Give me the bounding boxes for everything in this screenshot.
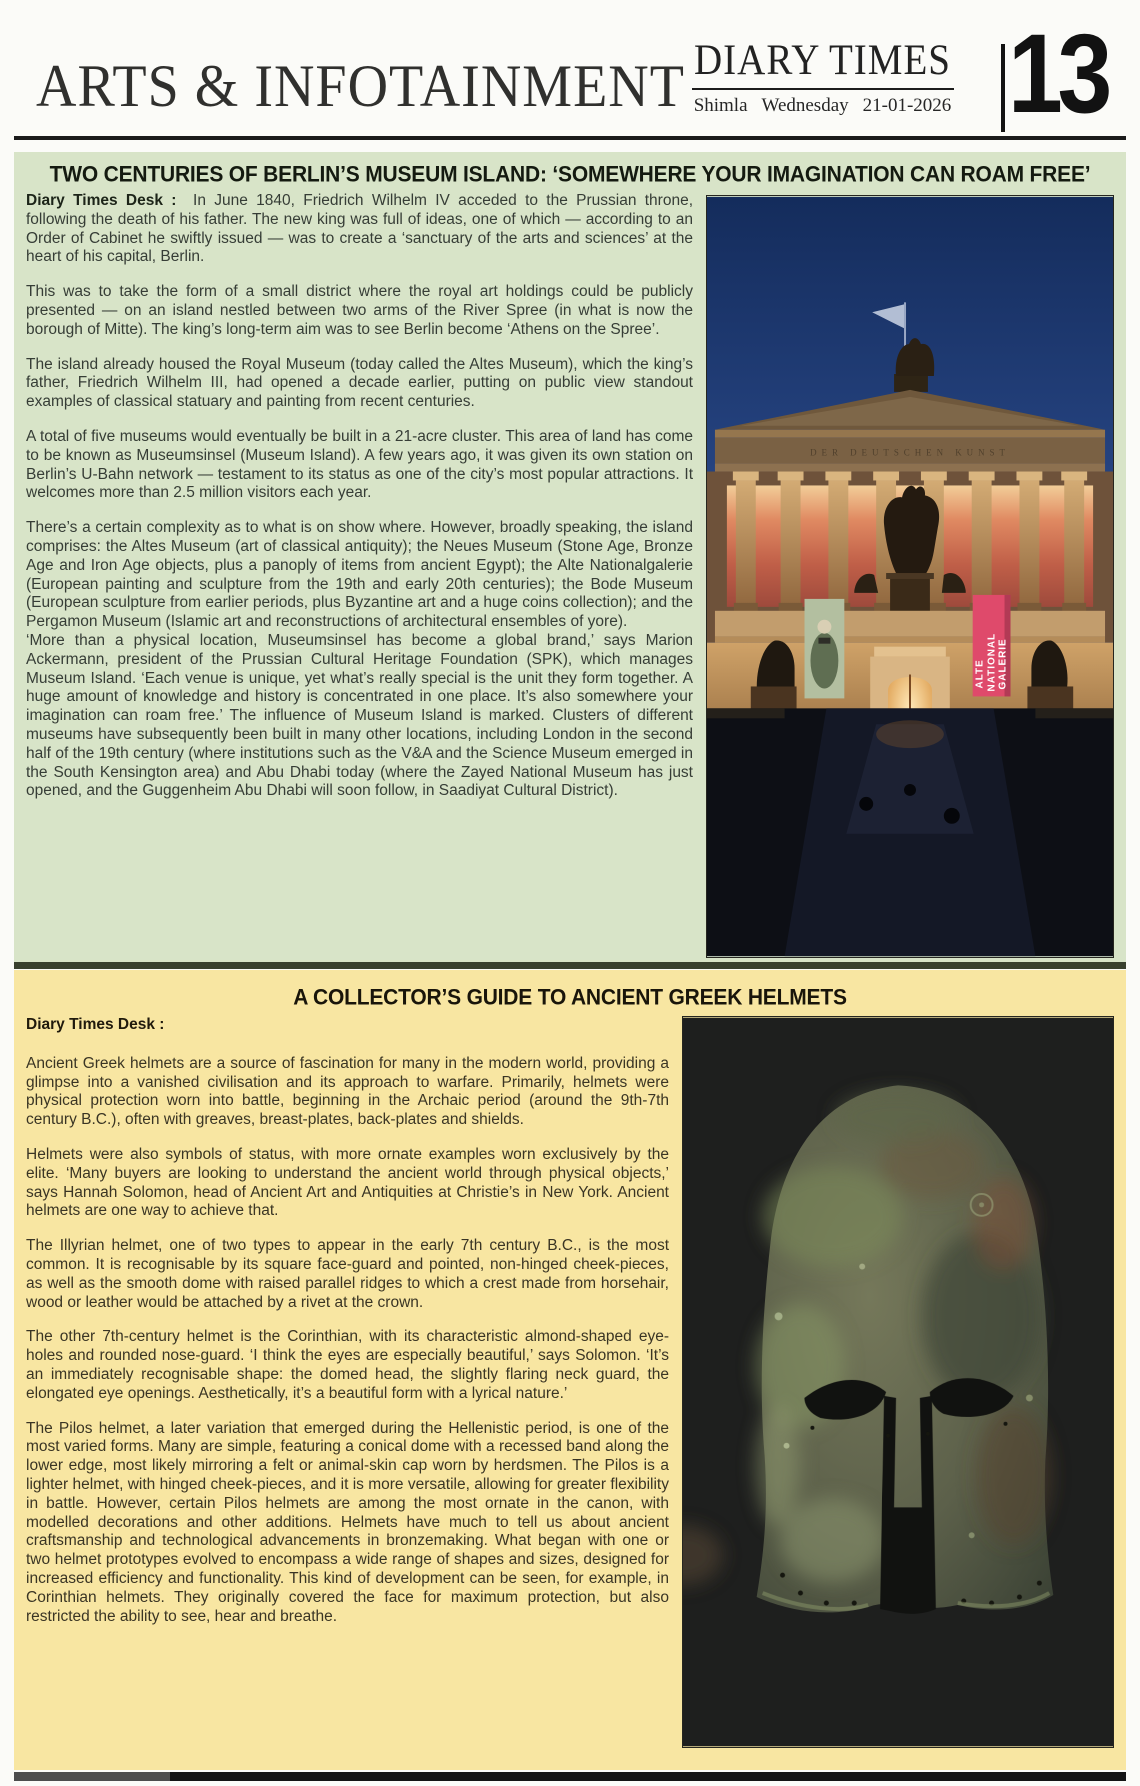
- article2-paragraph: The Illyrian helmet, one of two types to appear in the early 7th century B.C., is the most common. It is recognisable by its square face-guard and pointed, non-hinged cheek-pieces, as well as the smooth dome with raised parallel ridges to which a crest made from horsehair, wood or leather would be attached by a rivet at the crown.: [26, 1237, 669, 1311]
- header-divider-bar: [1001, 44, 1005, 132]
- footer-rule: [14, 1772, 1126, 1781]
- header-rule: [14, 136, 1126, 140]
- article1-paragraph: There’s a certain complexity as to what is on show where. However, broadly speaking, the island comprises: the Altes Museum (art of classical antiquity); the Neues Museum (Stone Age, Bronze Age and Iron Age objects, plus a panoply of items from ancient Egypt); the Alte Nationalgalerie (European painting and sculpture from the 19th and early 20th centuries); the Bode Museum (European sculpture from earlier periods, plus Byzantine art and a huge coins collection); and the Pergamon Museum (Islamic art and reconstructions of architectural ensembles of yore).: [26, 519, 693, 631]
- page-number: 13: [1008, 11, 1108, 136]
- dateline-city: Shimla: [693, 94, 748, 116]
- masthead-rule: [692, 88, 954, 90]
- banner-line: ALTE: [974, 659, 986, 689]
- masthead-title: DIARY TIMES: [694, 35, 951, 84]
- article1-paragraph: This was to take the form of a small district where the royal art holdings could be publicly presented — on an island nestled between two arms of the River Spree (in what is now the borough of Mitte). The king’s long-term aim was to see Berlin become ‘Athens on the Spree’.: [26, 283, 693, 338]
- article2-paragraph: Helmets were also symbols of status, with more ornate examples worn exclusively by the elite. ‘Many buyers are looking to understand the ancient world through physical objects,’ says Hannah Solomon, head of Ancient Art and Antiquities at Christie’s in New York. Ancient helmets are one way to achieve that.: [26, 1145, 669, 1220]
- article2-headline: A COLLECTOR’S GUIDE TO ANCIENT GREEK HELMETS: [293, 985, 847, 1010]
- article2-body: [26, 1016, 669, 1626]
- article1-paragraph: ‘More than a physical location, Museumsinsel has become a global brand,’ says Marion Ackermann, president of the Prussian Cultural Heritage Foundation (SPK), which manages Museum Island. ‘Each venue is unique, yet what’s really special is the unit they form together. A huge amount of knowledge and history is concentrated in one place. It’s also somewhere your imagination can roam free.’ The influence of Museum Island is marked. Clusters of different museums have subsequently been built in many other locations, including London in the second half of the 19th century (where institutions such as the V&A and the Science Museum emerged in the South Kensington area) and Abu Dhabi today (where the Zayed National Museum has just opened, and the Guggenheim Abu Dhabi will soon follow, in Saadiyat Cultural District).: [26, 631, 693, 800]
- article1-headline: TWO CENTURIES OF BERLIN’S MUSEUM ISLAND: ‘SOMEWHERE YOUR IMAGINATION CAN ROAM FREE’: [49, 162, 1091, 187]
- article1-paragraph: Diary Times Desk : In June 1840, Friedrich Wilhelm IV acceded to the Prussian throne, following the death of his father. The new king was full of ideas, one of which — according to an Order of Cabinet he swiftly issued — was to create a ‘sanctuary of the arts and sciences’ at the heart of his capital, Berlin.: [26, 192, 693, 266]
- article-greek-helmets: [14, 970, 1126, 1770]
- article2-desk: [26, 1016, 669, 1035]
- museum-island-photo: [706, 195, 1114, 958]
- exhibition-poster: [805, 599, 845, 699]
- dateline-day: Wednesday: [761, 94, 849, 116]
- masthead-box: [655, 35, 990, 117]
- dateline: [655, 95, 990, 117]
- article2-paragraph: Ancient Greek helmets are a source of fascination for many in the modern world, providing a glimpse into a vanished civilisation and its approach to warfare. Primarily, helmets were physical protection worn into battle, beginning in the Archaic period (around the 9th-7th century B.C.), often with greaves, breast-plates, back-plates and shields.: [26, 1054, 669, 1129]
- article1-body: [26, 192, 693, 801]
- banner-line: NATIONAL: [986, 632, 998, 692]
- article2-paragraph: The other 7th-century helmet is the Corinthian, with its characteristic almond-shaped eye-holes and rounded nose-guard. ‘I think the eyes are especially beautiful,’ says Solomon. ‘It’s an immediately recognisable shape: the domed head, the slightly flaring neck guard, the elongated eye openings. Aesthetically, it’s a beautiful form with a lyrical nature.’: [26, 1328, 669, 1402]
- gallery-banner: [973, 595, 1011, 697]
- dateline-date: 21-01-2026: [862, 94, 952, 116]
- article2-paragraph: The Pilos helmet, a later variation that emerged during the Hellenistic period, is one of the most varied forms. Many are simple, featuring a conical dome with a recessed band along the lower edge, most likely mirroring a felt or animal-skin cap worn by herdsmen. The Pilos is a lighter helmet, with hinged cheek-pieces, and it is more versatile, allowing for greater flexibility in battle. However, certain Pilos helmets are among the most ornate in the canon, with modelled decorations and other additions. Helmets have much to tell us about ancient craftsmanship and technological advancements in bronzemaking. What began with one or two helmet prototypes evolved to encompass a wide range of shapes and sizes, designed for increased efficiency and functionality. This kind of development can be seen, for example, in Corinthian helmets. They originally covered the face for maximum protection, but also restricted the ability to see, hear and breathe.: [26, 1419, 669, 1625]
- desk-label: Diary Times Desk :: [26, 1016, 165, 1033]
- section-divider: [14, 962, 1126, 969]
- desk-label: Diary Times Desk :: [26, 192, 177, 209]
- article-museum-island: [14, 152, 1126, 962]
- greek-helmet-photo: [682, 1016, 1114, 1748]
- article1-paragraph: The island already housed the Royal Museum (today called the Altes Museum), which the king’s father, Friedrich Wilhelm III, had opened a decade earlier, putting on public view standout examples of classical statuary and painting from recent centuries.: [26, 355, 693, 411]
- building-inscription: DER DEUTSCHEN KUNST: [810, 447, 1010, 458]
- page-section-title: ARTS & INFOTAINMENT: [36, 53, 685, 121]
- article1-paragraph: A total of five museums would eventually be built in a 21-acre cluster. This area of land has come to be known as Museumsinsel (Museum Island). A few years ago, it was given its own station on Berlin’s U-Bahn network — testament to its status as one of the city’s most popular attractions. It welcomes more than 2.5 million visitors each year.: [26, 427, 693, 502]
- banner-line: GALERIE: [997, 638, 1009, 690]
